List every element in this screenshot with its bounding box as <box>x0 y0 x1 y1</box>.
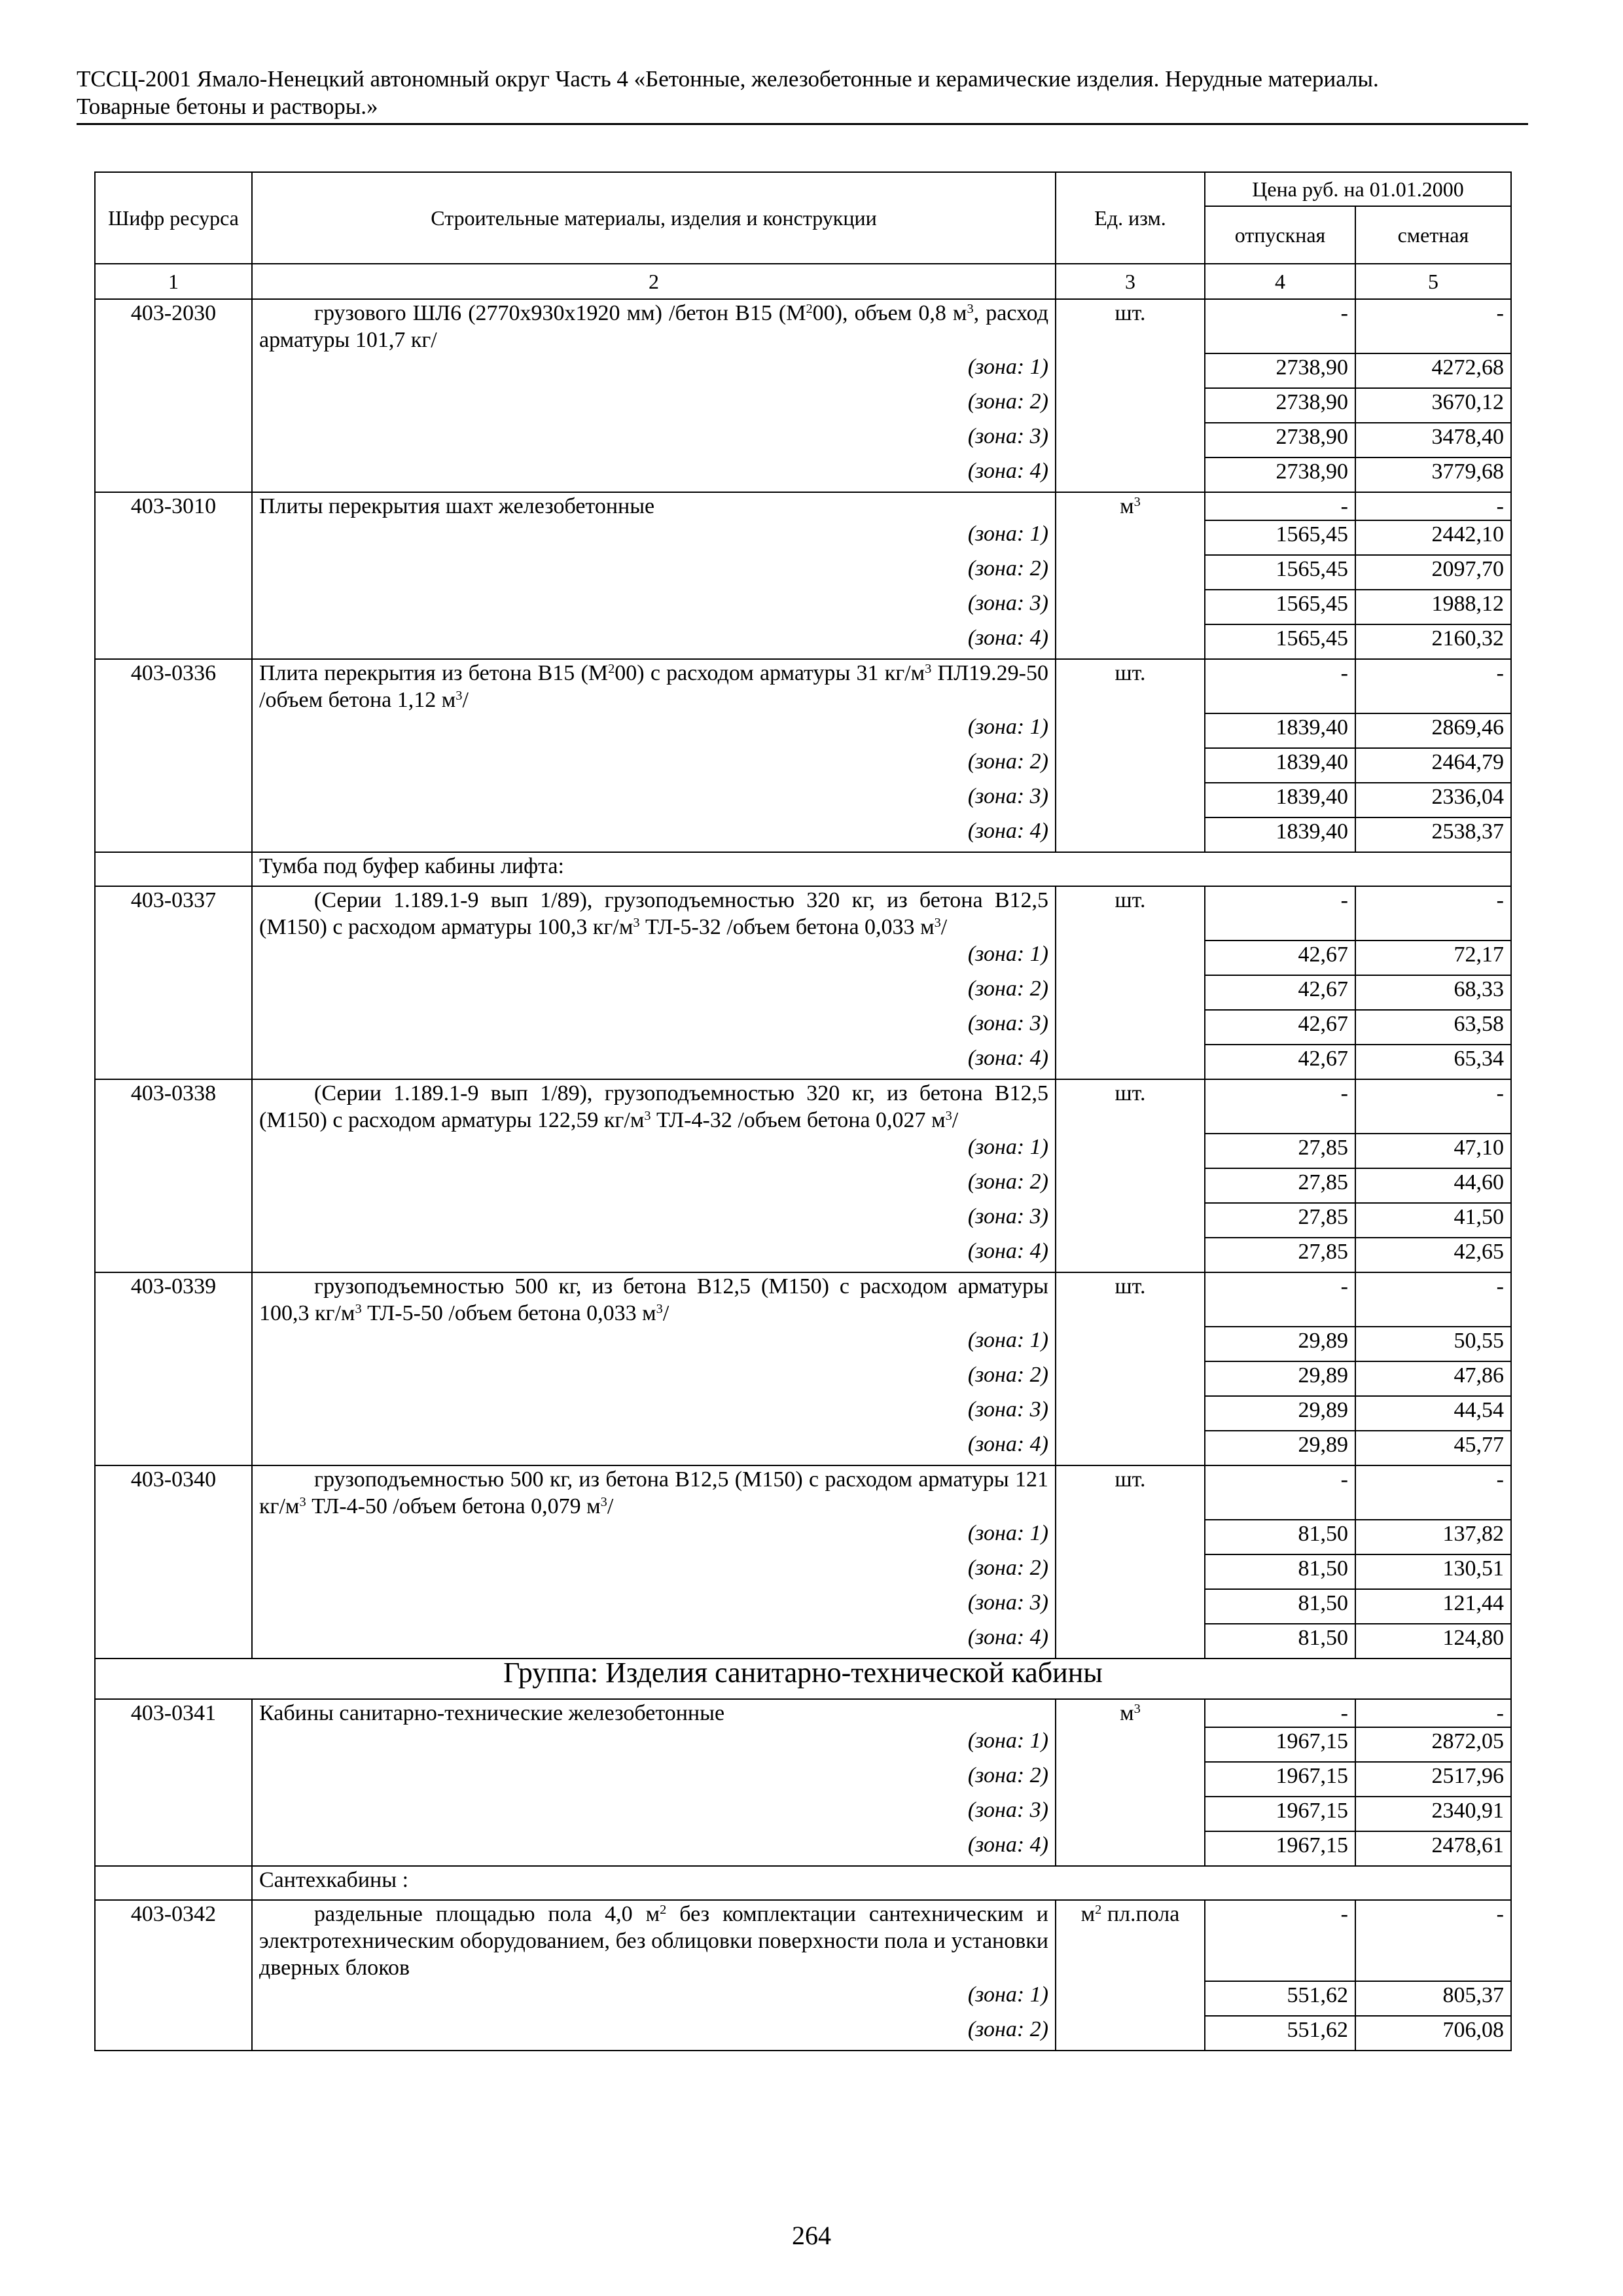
zone-estimate-price: 1988,12 <box>1355 590 1511 624</box>
zone-estimate-price: 2517,96 <box>1355 1762 1511 1797</box>
subheading-text: Сантехкабины : <box>252 1866 1511 1900</box>
zone-row <box>95 1168 1511 1203</box>
zone-code-cell <box>95 1327 252 1361</box>
zone-estimate-price: 68,33 <box>1355 975 1511 1010</box>
zone-row <box>95 2016 1511 2051</box>
zone-unit-cell <box>1056 1361 1205 1396</box>
zone-code-cell <box>95 1727 252 1762</box>
zone-label: (зона: 3) <box>252 1396 1056 1431</box>
table-row <box>95 1272 1511 1327</box>
zone-unit-cell <box>1056 353 1205 388</box>
estimate-price: - <box>1355 492 1511 520</box>
zone-label: (зона: 1) <box>252 1727 1056 1762</box>
zone-estimate-price: 2478,61 <box>1355 1831 1511 1866</box>
zone-row <box>95 1727 1511 1762</box>
zone-label: (зона: 2) <box>252 1762 1056 1797</box>
zone-release-price: 1967,15 <box>1205 1831 1355 1866</box>
zone-unit-cell <box>1056 457 1205 492</box>
col-number-3: 3 <box>1056 264 1205 299</box>
zone-row <box>95 1045 1511 1079</box>
zone-estimate-price: 2464,79 <box>1355 748 1511 783</box>
resource-code: 403-0337 <box>95 886 252 941</box>
table-row <box>95 492 1511 520</box>
zone-code-cell <box>95 457 252 492</box>
zone-label: (зона: 4) <box>252 1431 1056 1465</box>
zone-unit-cell <box>1056 1762 1205 1797</box>
zone-estimate-price: 2336,04 <box>1355 783 1511 817</box>
zone-label: (зона: 4) <box>252 1238 1056 1272</box>
zone-estimate-price: 805,37 <box>1355 1981 1511 2016</box>
subheading-text: Тумба под буфер кабины лифта: <box>252 852 1511 886</box>
item-name: Плиты перекрытия шахт железобетонные <box>252 492 1056 520</box>
resource-code: 403-0340 <box>95 1465 252 1520</box>
zone-release-price: 42,67 <box>1205 1010 1355 1045</box>
zone-label: (зона: 4) <box>252 1831 1056 1866</box>
zone-estimate-price: 4272,68 <box>1355 353 1511 388</box>
zone-unit-cell <box>1056 388 1205 423</box>
zone-label: (зона: 1) <box>252 1520 1056 1554</box>
zone-release-price: 81,50 <box>1205 1624 1355 1659</box>
zone-release-price: 27,85 <box>1205 1134 1355 1168</box>
zone-release-price: 29,89 <box>1205 1327 1355 1361</box>
zone-unit-cell <box>1056 748 1205 783</box>
zone-code-cell <box>95 1396 252 1431</box>
zone-label: (зона: 3) <box>252 783 1056 817</box>
zone-row <box>95 520 1511 555</box>
table-row <box>95 886 1511 941</box>
zone-code-cell <box>95 1797 252 1831</box>
zone-release-price: 2738,90 <box>1205 353 1355 388</box>
zone-row <box>95 1797 1511 1831</box>
header-line-1: ТССЦ-2001 Ямало-Ненецкий автономный округ Часть 4 «Бетонные, железобетонные и керамические изделия. Нерудные материалы. <box>77 66 1379 92</box>
estimate-price: - <box>1355 886 1511 941</box>
unit-of-measure: шт. <box>1056 659 1205 713</box>
zone-code-cell <box>95 748 252 783</box>
zone-code-cell <box>95 1554 252 1589</box>
zone-estimate-price: 42,65 <box>1355 1238 1511 1272</box>
col-number-2: 2 <box>252 264 1056 299</box>
zone-code-cell <box>95 783 252 817</box>
zone-row <box>95 1396 1511 1431</box>
zone-code-cell <box>95 1624 252 1659</box>
zone-estimate-price: 47,86 <box>1355 1361 1511 1396</box>
zone-release-price: 1967,15 <box>1205 1762 1355 1797</box>
zone-estimate-price: 44,54 <box>1355 1396 1511 1431</box>
zone-release-price: 27,85 <box>1205 1203 1355 1238</box>
zone-release-price: 2738,90 <box>1205 388 1355 423</box>
zone-label: (зона: 4) <box>252 1624 1056 1659</box>
zone-release-price: 2738,90 <box>1205 423 1355 457</box>
release-price: - <box>1205 299 1355 353</box>
zone-unit-cell <box>1056 1981 1205 2016</box>
zone-release-price: 1565,45 <box>1205 624 1355 659</box>
zone-release-price: 1967,15 <box>1205 1797 1355 1831</box>
zone-label: (зона: 2) <box>252 975 1056 1010</box>
subheading-code-cell <box>95 852 252 886</box>
release-price: - <box>1205 886 1355 941</box>
zone-row <box>95 1589 1511 1624</box>
zone-label: (зона: 2) <box>252 1361 1056 1396</box>
header-line-2: Товарные бетоны и растворы.» <box>77 94 378 119</box>
zone-code-cell <box>95 520 252 555</box>
zone-row <box>95 1010 1511 1045</box>
unit-of-measure: $м^3$ <box>1056 492 1205 520</box>
table-row <box>95 659 1511 713</box>
table-row <box>95 299 1511 353</box>
zone-label: (зона: 3) <box>252 423 1056 457</box>
page-header <box>77 65 1528 125</box>
release-price: - <box>1205 659 1355 713</box>
zone-estimate-price: 2442,10 <box>1355 520 1511 555</box>
release-price: - <box>1205 1079 1355 1134</box>
resource-code: 403-0339 <box>95 1272 252 1327</box>
zone-code-cell <box>95 975 252 1010</box>
zone-code-cell <box>95 1203 252 1238</box>
group-heading-row <box>95 1659 1511 1699</box>
zone-unit-cell <box>1056 555 1205 590</box>
group-heading: Группа: Изделия санитарно-технической кабины <box>95 1659 1511 1699</box>
zone-unit-cell <box>1056 1624 1205 1659</box>
zone-row <box>95 1831 1511 1866</box>
item-name: (Серии 1.189.1-9 вып 1/89), грузоподъемностью 320 кг, из бетона В12,5 (М150) с расходом арматуры 100,3 $кг/м^3$ ТЛ-5-32 /объем бетона 0,033 $м^3/$ <box>252 886 1056 941</box>
zone-code-cell <box>95 1134 252 1168</box>
zone-code-cell <box>95 1168 252 1203</box>
zone-unit-cell <box>1056 1727 1205 1762</box>
table-row <box>95 1079 1511 1134</box>
col-number-4: 4 <box>1205 264 1355 299</box>
subheading-row <box>95 1866 1511 1900</box>
zone-label: (зона: 3) <box>252 1010 1056 1045</box>
zone-estimate-price: 47,10 <box>1355 1134 1511 1168</box>
zone-row <box>95 817 1511 852</box>
zone-release-price: 42,67 <box>1205 941 1355 975</box>
zone-release-price: 29,89 <box>1205 1431 1355 1465</box>
zone-estimate-price: 2869,46 <box>1355 713 1511 748</box>
zone-label: (зона: 2) <box>252 388 1056 423</box>
zone-code-cell <box>95 2016 252 2051</box>
zone-unit-cell <box>1056 1797 1205 1831</box>
zone-label: (зона: 3) <box>252 590 1056 624</box>
zone-label: (зона: 2) <box>252 555 1056 590</box>
zone-release-price: 27,85 <box>1205 1168 1355 1203</box>
zone-code-cell <box>95 1045 252 1079</box>
zone-estimate-price: 2160,32 <box>1355 624 1511 659</box>
zone-label: (зона: 1) <box>252 520 1056 555</box>
zone-unit-cell <box>1056 713 1205 748</box>
zone-row <box>95 353 1511 388</box>
zone-row <box>95 941 1511 975</box>
zone-row <box>95 388 1511 423</box>
zone-row <box>95 1520 1511 1554</box>
zone-code-cell <box>95 1431 252 1465</box>
zone-row <box>95 555 1511 590</box>
zone-unit-cell <box>1056 1238 1205 1272</box>
zone-row <box>95 783 1511 817</box>
zone-release-price: 81,50 <box>1205 1520 1355 1554</box>
zone-unit-cell <box>1056 1045 1205 1079</box>
zone-estimate-price: 2872,05 <box>1355 1727 1511 1762</box>
zone-label: (зона: 2) <box>252 1168 1056 1203</box>
zone-release-price: 1839,40 <box>1205 713 1355 748</box>
zone-code-cell <box>95 590 252 624</box>
resource-code: 403-0338 <box>95 1079 252 1134</box>
release-price: - <box>1205 1272 1355 1327</box>
zone-release-price: 551,62 <box>1205 2016 1355 2051</box>
zone-estimate-price: 50,55 <box>1355 1327 1511 1361</box>
zone-row <box>95 1981 1511 2016</box>
zone-code-cell <box>95 713 252 748</box>
zone-release-price: 551,62 <box>1205 1981 1355 2016</box>
zone-unit-cell <box>1056 2016 1205 2051</box>
estimate-price: - <box>1355 299 1511 353</box>
zone-unit-cell <box>1056 1554 1205 1589</box>
zone-unit-cell <box>1056 423 1205 457</box>
estimate-price: - <box>1355 1900 1511 1981</box>
unit-of-measure: шт. <box>1056 1079 1205 1134</box>
col-estimate-header: сметная <box>1355 206 1511 264</box>
zone-row <box>95 1203 1511 1238</box>
item-name: (Серии 1.189.1-9 вып 1/89), грузоподъемностью 320 кг, из бетона В12,5 (М150) с расходом арматуры 122,59 $кг/м^3$ ТЛ-4-32 /объем бетона 0,027 $м^3/$ <box>252 1079 1056 1134</box>
col-unit-header: Ед. изм. <box>1056 172 1205 264</box>
subheading-code-cell <box>95 1866 252 1900</box>
item-name: грузового ШЛ6 (2770х930х1920 мм) /бетон В15 $(М^200)$, объем 0,8 $м^3$, расход арматуры 101,7 кг/ <box>252 299 1056 353</box>
resource-code: 403-0336 <box>95 659 252 713</box>
table-body <box>95 299 1511 2051</box>
release-price: - <box>1205 1465 1355 1520</box>
item-name: Плита перекрытия из бетона В15 $(М^200)$ с расходом арматуры 31 $кг/м^3$ ПЛ19.29-50 /объем бетона 1,12 $м^3/$ <box>252 659 1056 713</box>
zone-unit-cell <box>1056 941 1205 975</box>
zone-estimate-price: 3478,40 <box>1355 423 1511 457</box>
zone-estimate-price: 121,44 <box>1355 1589 1511 1624</box>
zone-release-price: 42,67 <box>1205 975 1355 1010</box>
unit-of-measure: шт. <box>1056 299 1205 353</box>
zone-unit-cell <box>1056 1327 1205 1361</box>
zone-code-cell <box>95 1589 252 1624</box>
zone-release-price: 81,50 <box>1205 1554 1355 1589</box>
zone-row <box>95 748 1511 783</box>
zone-unit-cell <box>1056 817 1205 852</box>
zone-code-cell <box>95 1361 252 1396</box>
zone-unit-cell <box>1056 624 1205 659</box>
zone-label: (зона: 4) <box>252 1045 1056 1079</box>
zone-row <box>95 423 1511 457</box>
zone-estimate-price: 3779,68 <box>1355 457 1511 492</box>
zone-code-cell <box>95 555 252 590</box>
zone-estimate-price: 3670,12 <box>1355 388 1511 423</box>
table-header <box>95 172 1511 299</box>
zone-unit-cell <box>1056 975 1205 1010</box>
zone-label: (зона: 2) <box>252 748 1056 783</box>
zone-code-cell <box>95 1981 252 2016</box>
price-table <box>94 171 1512 2051</box>
zone-unit-cell <box>1056 590 1205 624</box>
zone-code-cell <box>95 353 252 388</box>
zone-row <box>95 1361 1511 1396</box>
col-name-header: Строительные материалы, изделия и конструкции <box>252 172 1056 264</box>
zone-estimate-price: 706,08 <box>1355 2016 1511 2051</box>
zone-code-cell <box>95 817 252 852</box>
zone-release-price: 29,89 <box>1205 1361 1355 1396</box>
zone-release-price: 1565,45 <box>1205 555 1355 590</box>
zone-release-price: 1565,45 <box>1205 520 1355 555</box>
zone-row <box>95 1762 1511 1797</box>
item-name: Кабины санитарно-технические железобетонные <box>252 1699 1056 1727</box>
zone-unit-cell <box>1056 1589 1205 1624</box>
resource-code: 403-0342 <box>95 1900 252 1981</box>
table-row <box>95 1465 1511 1520</box>
zone-release-price: 81,50 <box>1205 1589 1355 1624</box>
zone-row <box>95 1554 1511 1589</box>
estimate-price: - <box>1355 1079 1511 1134</box>
zone-estimate-price: 45,77 <box>1355 1431 1511 1465</box>
zone-unit-cell <box>1056 1203 1205 1238</box>
table-row <box>95 1699 1511 1727</box>
release-price: - <box>1205 492 1355 520</box>
zone-release-price: 27,85 <box>1205 1238 1355 1272</box>
zone-release-price: 29,89 <box>1205 1396 1355 1431</box>
estimate-price: - <box>1355 1465 1511 1520</box>
col-release-header: отпускная <box>1205 206 1355 264</box>
resource-code: 403-0341 <box>95 1699 252 1727</box>
zone-estimate-price: 63,58 <box>1355 1010 1511 1045</box>
zone-release-price: 1839,40 <box>1205 783 1355 817</box>
zone-estimate-price: 2097,70 <box>1355 555 1511 590</box>
zone-label: (зона: 2) <box>252 1554 1056 1589</box>
zone-release-price: 1839,40 <box>1205 817 1355 852</box>
estimate-price: - <box>1355 659 1511 713</box>
zone-unit-cell <box>1056 1010 1205 1045</box>
zone-code-cell <box>95 624 252 659</box>
zone-label: (зона: 1) <box>252 353 1056 388</box>
zone-label: (зона: 4) <box>252 457 1056 492</box>
zone-code-cell <box>95 1520 252 1554</box>
zone-label: (зона: 3) <box>252 1797 1056 1831</box>
col-number-5: 5 <box>1355 264 1511 299</box>
zone-estimate-price: 65,34 <box>1355 1045 1511 1079</box>
release-price: - <box>1205 1900 1355 1981</box>
zone-unit-cell <box>1056 1520 1205 1554</box>
zone-label: (зона: 4) <box>252 817 1056 852</box>
item-name: грузоподъемностью 500 кг, из бетона В12,5 (М150) с расходом арматуры 100,3 $кг/м^3$ ТЛ-5-50 /объем бетона 0,033 $м^3/$ <box>252 1272 1056 1327</box>
zone-estimate-price: 72,17 <box>1355 941 1511 975</box>
resource-code: 403-2030 <box>95 299 252 353</box>
zone-row <box>95 1431 1511 1465</box>
zone-code-cell <box>95 1831 252 1866</box>
zone-unit-cell <box>1056 783 1205 817</box>
zone-row <box>95 1134 1511 1168</box>
zone-release-price: 2738,90 <box>1205 457 1355 492</box>
item-name: грузоподъемностью 500 кг, из бетона В12,5 (М150) с расходом арматуры 121 $кг/м^3$ ТЛ-4-50 /объем бетона 0,079 $м^3/$ <box>252 1465 1056 1520</box>
zone-release-price: 1839,40 <box>1205 748 1355 783</box>
zone-row <box>95 975 1511 1010</box>
unit-of-measure: шт. <box>1056 886 1205 941</box>
subheading-row <box>95 852 1511 886</box>
zone-row <box>95 624 1511 659</box>
zone-estimate-price: 130,51 <box>1355 1554 1511 1589</box>
zone-code-cell <box>95 423 252 457</box>
estimate-price: - <box>1355 1699 1511 1727</box>
col-number-1: 1 <box>95 264 252 299</box>
unit-of-measure: $м^2$ пл.пола <box>1056 1900 1205 1981</box>
zone-row <box>95 1624 1511 1659</box>
zone-estimate-price: 2538,37 <box>1355 817 1511 852</box>
zone-label: (зона: 1) <box>252 941 1056 975</box>
zone-estimate-price: 124,80 <box>1355 1624 1511 1659</box>
unit-of-measure: $м^3$ <box>1056 1699 1205 1727</box>
zone-unit-cell <box>1056 1431 1205 1465</box>
zone-row <box>95 713 1511 748</box>
unit-of-measure: шт. <box>1056 1465 1205 1520</box>
zone-label: (зона: 1) <box>252 713 1056 748</box>
zone-estimate-price: 137,82 <box>1355 1520 1511 1554</box>
zone-release-price: 1565,45 <box>1205 590 1355 624</box>
zone-release-price: 1967,15 <box>1205 1727 1355 1762</box>
zone-label: (зона: 1) <box>252 1134 1056 1168</box>
zone-estimate-price: 44,60 <box>1355 1168 1511 1203</box>
zone-label: (зона: 1) <box>252 1981 1056 2016</box>
col-code-header: Шифр ресурса <box>95 172 252 264</box>
item-name: раздельные площадью пола 4,0 $м^2$ без комплектации сантехническим и электротехническим оборудованием, без облицовки поверхности пола и установки дверных блоков <box>252 1900 1056 1981</box>
zone-label: (зона: 3) <box>252 1589 1056 1624</box>
zone-label: (зона: 4) <box>252 624 1056 659</box>
zone-row <box>95 1327 1511 1361</box>
zone-estimate-price: 41,50 <box>1355 1203 1511 1238</box>
page-number: 264 <box>792 2221 831 2250</box>
zone-unit-cell <box>1056 520 1205 555</box>
zone-code-cell <box>95 388 252 423</box>
zone-label: (зона: 1) <box>252 1327 1056 1361</box>
zone-label: (зона: 3) <box>252 1203 1056 1238</box>
zone-estimate-price: 2340,91 <box>1355 1797 1511 1831</box>
estimate-price: - <box>1355 1272 1511 1327</box>
zone-row <box>95 457 1511 492</box>
zone-row <box>95 1238 1511 1272</box>
zone-code-cell <box>95 1010 252 1045</box>
zone-unit-cell <box>1056 1134 1205 1168</box>
unit-of-measure: шт. <box>1056 1272 1205 1327</box>
zone-unit-cell <box>1056 1168 1205 1203</box>
zone-row <box>95 590 1511 624</box>
zone-release-price: 42,67 <box>1205 1045 1355 1079</box>
zone-code-cell <box>95 1238 252 1272</box>
zone-unit-cell <box>1056 1831 1205 1866</box>
zone-label: (зона: 2) <box>252 2016 1056 2051</box>
release-price: - <box>1205 1699 1355 1727</box>
table-row <box>95 1900 1511 1981</box>
resource-code: 403-3010 <box>95 492 252 520</box>
col-price-header: Цена руб. на 01.01.2000 <box>1205 172 1511 206</box>
zone-code-cell <box>95 1762 252 1797</box>
zone-unit-cell <box>1056 1396 1205 1431</box>
zone-code-cell <box>95 941 252 975</box>
